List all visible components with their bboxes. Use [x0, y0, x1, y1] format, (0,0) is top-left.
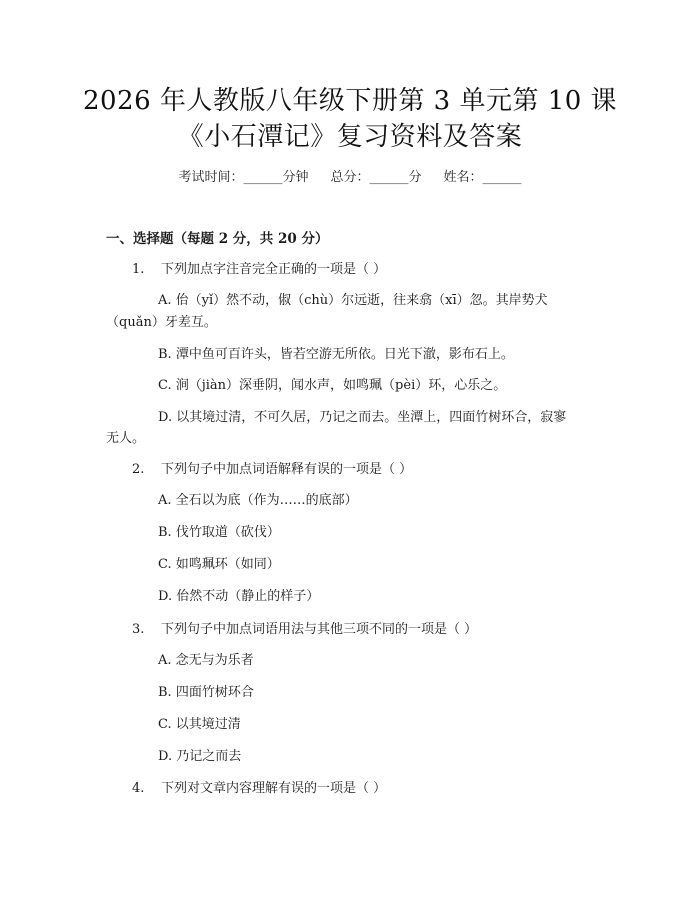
section-heading-multiple-choice: 一、选择题（每题 2 分，共 20 分）	[106, 231, 329, 247]
question-3-stem	[132, 620, 477, 640]
question-3-option-a: A. 念无与为乐者	[158, 653, 254, 668]
document-title-line-1: 2026 年人教版八年级下册第 3 单元第 10 课	[82, 86, 618, 116]
question-text: 下列句子中加点词语解释有误的一项是（ ）	[160, 462, 413, 477]
question-text: 下列加点字注音完全正确的一项是（ ）	[160, 262, 387, 277]
exam-meta	[0, 168, 700, 188]
question-1-stem	[132, 260, 386, 280]
question-2-option-c: C. 如鸣珮环（如同）	[158, 557, 280, 572]
question-text: 下列对文章内容理解有误的一项是（ ）	[160, 781, 387, 796]
question-3-option-c: C. 以其境过清	[158, 717, 241, 732]
question-number: 2.	[132, 462, 145, 477]
question-1-option-a-continued: （quǎn）牙差互。	[106, 315, 217, 330]
question-1-option-b: B. 潭中鱼可百许头，皆若空游无所依。日光下澈，影布石上。	[158, 347, 514, 362]
exam-time-field: 考试时间：______分钟	[178, 170, 309, 185]
question-3-option-d: D. 乃记之而去	[158, 749, 242, 764]
question-1-option-c: C. 涧（jiàn）深垂阴，闻水声，如鸣珮（pèi）环，心乐之。	[158, 378, 507, 393]
question-1-option-d: D. 以其境过清，不可久居，乃记之而去。坐潭上，四面竹树环合，寂寥	[158, 410, 567, 425]
question-number: 3.	[132, 622, 145, 637]
document-title-line-2: 《小石潭记》复习资料及答案	[177, 122, 523, 152]
total-score-field: 总分：______分	[330, 170, 422, 185]
question-2-option-d: D. 佁然不动（静止的样子）	[158, 589, 320, 604]
question-2-option-b: B. 伐竹取道（砍伐）	[158, 525, 280, 540]
question-1-option-d-continued: 无人。	[106, 431, 146, 446]
question-1-option-a: A. 佁（yǐ）然不动，俶（chù）尔远逝，往来翕（xī）忽。其岸势犬	[158, 293, 548, 308]
question-3-option-b: B. 四面竹树环合	[158, 685, 254, 700]
question-text: 下列句子中加点词语用法与其他三项不同的一项是（ ）	[160, 622, 478, 637]
student-name-field: 姓名：______	[443, 170, 522, 185]
question-2-option-a: A. 全石以为底（作为……的底部）	[158, 493, 358, 508]
question-number: 4.	[132, 781, 145, 796]
question-2-stem	[132, 460, 412, 480]
question-4-stem	[132, 779, 386, 799]
question-number: 1.	[132, 262, 145, 277]
